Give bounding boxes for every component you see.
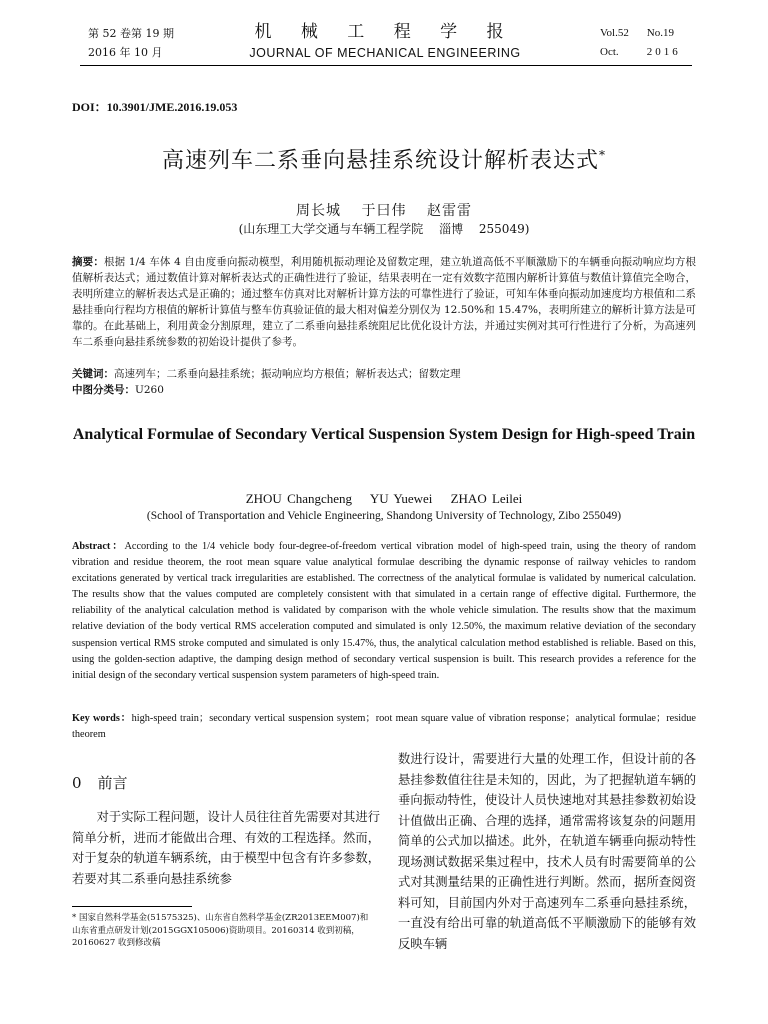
title-footnote-mark: *: [599, 148, 606, 162]
abstract-en-label: Abstract：: [72, 541, 125, 552]
keywords-cn-label: 关键词：: [72, 368, 114, 380]
header-issue-info: [88, 24, 174, 62]
keywords-en-label: Key words：: [72, 713, 132, 724]
section-heading: [72, 772, 128, 793]
keywords-cn: [72, 366, 696, 382]
journal-masthead: [190, 20, 580, 62]
section-title: 前言: [97, 774, 128, 792]
keywords-en-text: high-speed train；secondary vertical suspension system；root mean square value of vibration response；analytical formulae；residue theorem: [72, 713, 696, 740]
keywords-cn-text: 高速列车；二系垂向悬挂系统；振动响应均方根值；解析表达式；留数定理: [114, 368, 461, 380]
authors-en: ZHOU Changcheng YU Yuewei ZHAO Leilei: [245, 491, 523, 506]
header-rule: [80, 65, 692, 66]
header-year: 2016: [646, 46, 681, 58]
abstract-en: [72, 539, 696, 684]
affiliation-cn: (山东理工大学交通与车辆工程学院 淄博 255049): [238, 222, 530, 236]
clc-text: U260: [135, 384, 164, 396]
footnote-rule: [72, 906, 192, 907]
header-vol: Vol.52: [600, 27, 629, 39]
abstract-en-text: According to the 1/4 vehicle body four-degree-of-freedom vertical vibration model of high-speed train, using the theory of random vibration and residue theorem, the root mean square value analytical formulae describing the dynamic response of railway vehicles to random excitations generated by vertical track irregularities are established. The correctness of the analytical formulae is validated by numerical calculation. The results show that the values computed are completely consistent with that simulated in a certain range of effective digital. Furthermore, the reliability of the analytical calculation method is validated by comparison with the whole vehicle simulation. The results show that the maximum relative deviation of the body vertical RMS acceleration computed and simulated is only 12.50%, the maximum relative deviation of the secondary suspension vertical RMS stroke computed and simulated is only 15.47%, thus, the analytical calculation method established is reliable. Based on this, using the golden-section adaptive, the damping design method of secondary vertical suspension is built. This research provides a reference for the initial design of the secondary vertical suspension system parameters of high-speed train.: [72, 541, 696, 681]
paper-title-en: Analytical Formulae of Secondary Vertical Suspension System Design for High-speed Train: [72, 426, 696, 443]
abstract-cn: [72, 254, 696, 350]
authors-cn: 周长城 于曰伟 赵雷雷: [296, 203, 472, 219]
section-number: 0: [72, 774, 82, 792]
affiliation-en: (School of Transportation and Vehicle Engineering, Shandong University of Technology, Zibo 255049): [146, 510, 622, 522]
body-text-left-column: 对于实际工程问题，设计人员往往首先需要对其进行简单分析，进而才能做出合理、有效的工程选择。然而，对于复杂的轨道车辆系统，由于模型中包含有许多参数，若要对其二系垂向悬挂系统参: [72, 810, 380, 886]
journal-name-cn: 机 械 工 程 学 报: [254, 22, 516, 42]
clc-number: [72, 382, 696, 398]
header-no: No.19: [646, 27, 674, 39]
journal-name-en: JOURNAL OF MECHANICAL ENGINEERING: [249, 46, 521, 60]
header-month: Oct.: [600, 46, 619, 58]
paper-title-cn: [40, 138, 728, 178]
clc-label: 中图分类号：: [72, 384, 135, 396]
abstract-cn-text: 根据 1/4 车体 4 自由度垂向振动模型，利用随机振动理论及留数定理，建立轨道高低不平顺激励下的车辆垂向振动响应均方根值解析表达式；通过数值计算对解析表达式的正确性进行了验证，结果表明在一定有效数字范围内解析计算值与数值计算值完全吻合，表明所建立的解析表达式是正确的；通过整车仿真对比对解析计算方法的可靠性进行了验证，可知车体垂向振动加速度均方根值和二系悬挂垂向行程均方根值的解析计算值与整车仿真验证值的最大相对偏差分别仅为 12.50%和 15.47%，表明所建立的解析计算方法是可靠的。在此基础上，利用黄金分割原理，建立了二系垂向悬挂系统阻尼比优化设计方法，并通过实例对其可行性进行了分析，为高速列车二系垂向悬挂系统参数的初始设计提供了参考。: [72, 256, 696, 348]
paper-title-cn-text: 高速列车二系垂向悬挂系统设计解析表达式: [161, 148, 599, 174]
body-text-right-column: 数进行设计，需要进行大量的处理工作，但设计前的各悬挂参数值往往是未知的，因此，为了把握轨道车辆的垂向振动特性，使设计人员快速地对其悬挂参数初始设计值做出正确、合理的选择，通常需将该复杂的问题用简单的公式加以描述。此外，在轨道车辆垂向振动特性现场测试数据采集过程中，技术人员有时需要简单的公式对其测量结果的正确性进行判断。然而，据所查阅资料可知，目前国内外对于高速列车二系垂向悬挂系统，一直没有给出可靠的轨道高低不平顺激励下的能够有效反映车辆: [398, 752, 696, 951]
header-volume-issue: 第 52 卷第 19 期: [88, 27, 174, 40]
funding-footnote: * 国家自然科学基金(51575325)、山东省自然科学基金(ZR2013EEM007)和山东省重点研发计划(2015GGX105006)资助项目。20160314 收到初稿，20160627 收到修改稿: [72, 913, 369, 948]
header-date: 2016 年 10 月: [88, 46, 163, 59]
header-volume-info-en: [600, 24, 681, 62]
abstract-cn-label: 摘要：: [72, 256, 104, 268]
keywords-en: [72, 711, 696, 743]
doi: DOI：10.3901/JME.2016.19.053: [72, 100, 238, 114]
